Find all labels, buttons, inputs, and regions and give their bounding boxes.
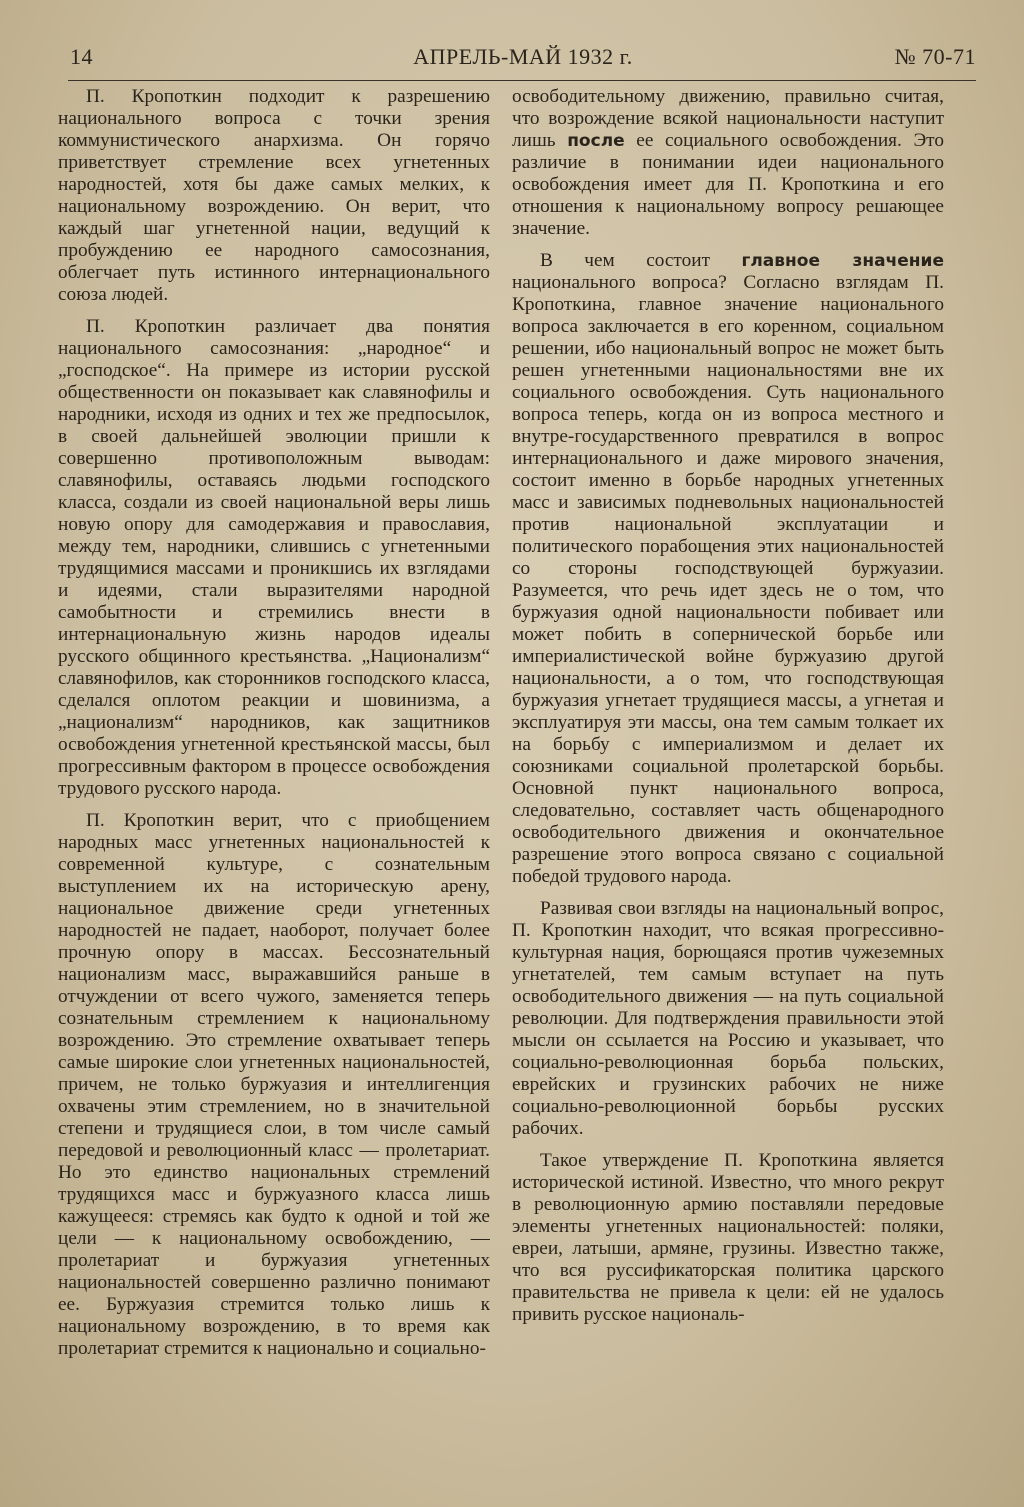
emphasis-text: главное значение (741, 251, 944, 271)
paragraph (512, 86, 944, 240)
paragraph: Такое утверждение П. Кропоткина является исторической истиной. Известно, что много рекрут в революционную армию поставляли передовые элементы угнетенных национальностей: поляки, евреи, латыши, армяне, грузины. Известно также, что вся руссификаторская политика царского правительства не привела к цели: ей не удалось привить русское националь- (512, 1150, 944, 1325)
issue-number: № 70-71 (894, 44, 976, 69)
page-header (70, 40, 976, 76)
paragraph: П. Кропоткин различает два понятия национального самосознания: „народное“ и „господское“. На примере из истории русской общественности он показывает как славянофилы и народники, исходя из одних и тех же предпосылок, в своей дальнейшей эволюции пришли к совершенно противоположным выводам: славянофилы, оставаясь людьми господского класса, создали из своей национальной веры лишь новую опору для самодержавия и православия, между тем, народники, слившись с угнетенными трудящимися массами и проникшись их взглядами и идеями, стали выразителями народной самобытности и стремились внести в интернациональную жизнь народов идеалы русского общинного крестьянства. „Национализм“ славянофилов, как сторонников господского класса, сделался оплотом реакции и шовинизма, а „национализм“ народников, как защитников освобождения угнетенной крестьянской массы, был прогрессивным фактором в процессе освобождения трудового русского народа. (58, 316, 490, 799)
paragraph: Развивая свои взгляды на национальный вопрос, П. Кропоткин находит, что всякая прогрессивно-культурная нация, борющаяся против чужеземных угнетателей, тем самым вступает на путь освободительного движения — на путь социальной революции. Для подтверждения правильности этой мысли он ссылается на Россию и указывает, что социально-революционная борьба польских, еврейских и грузинских рабочих не ниже социально-революционной борьбы русских рабочих. (512, 898, 944, 1139)
text-run: ее социального освобождения. Это различие в понимании идеи национального освобождения имеет для П. Кропоткина и его отношения к национальному вопросу решающее значение. (512, 130, 944, 239)
right-column (512, 86, 944, 1491)
emphasis-text: после (567, 131, 625, 151)
paragraph: П. Кропоткин верит, что с приобщением народных масс угнетенных национальностей к современной культуре, с сознательным выступлением их на историческую арену, национальное движение среди угнетенных народностей не падает, наоборот, получает более прочную опору в массах. Бессознательный национализм масс, выражавшийся раньше в отчуждении от всего чужого, заменяется теперь сознательным стремлением к национальному возрождению. Это стремление охватывает теперь самые широкие слои угнетенных национальностей, причем, не только буржуазия и интеллигенция охвачены этим стремлением, но в значительной степени и трудящиеся слои, в том числе самый передовой и революционный класс — пролетариат. Но это единство национальных стремлений трудящихся масс и буржуазного класса лишь кажущееся: стремясь как будто к одной и той же цели — к национальному освобождению, — пролетариат и буржуазия угнетенных национальностей совершенно различно понимают ее. Буржуазия стремится только лишь к национальному возрождению, в то время как пролетариат стремится к национально и социально- (58, 810, 490, 1359)
header-rule (68, 80, 976, 81)
text-run: национального вопроса? Согласно взглядам П. Кропоткина, главное значение национального вопроса заключается в его коренном, социальном решении, ибо национальный вопрос не может быть решен угнетенными национальностями вне их социального освобождения. Суть национального вопроса теперь, когда он из вопроса местного и внутре-государственного превратился в вопрос интернационального и даже мирового значения, состоит именно в борьбе народных угнетенных масс и зависимых подневольных национальностей против национальной эксплуатации и политического порабощения этих национальностей со стороны господствующей буржуазии. Разумеется, что речь идет здесь не о том, что буржуазия одной национальности побивает или может побить в сопернической борьбе или империалистической войне буржуазию другой национальности, а о том, что господствующая буржуазия угнетает трудящиеся массы, а угнетая и эксплуатируя эти массы, она тем самым толкает их на борьбу с империализмом и делает их союзниками социальной пролетарской борьбы. Основной пункт национального вопроса, следовательно, составляет часть общенародного освободительного движения и окончательное разрешение этого вопроса связано с социальной победой трудового народа. (512, 272, 944, 887)
page-number: 14 (70, 44, 93, 69)
text-run: освободительному движению, правильно считая, что возрождение всякой национальности наступит лишь (512, 86, 944, 151)
text-run: В чем состоит (540, 250, 710, 271)
paragraph (512, 250, 944, 888)
paragraph: П. Кропоткин подходит к разрешению национального вопроса с точки зрения коммунистического анархизма. Он горячо приветствует стремление всех угнетенных народностей, хотя бы даже самых мелких, к национальному возрождению. Он верит, что каждый шаг угнетенной нации, ведущий к пробуждению ее народного самосознания, облегчает путь истинного интернационального союза людей. (58, 86, 490, 305)
issue-date: АПРЕЛЬ-МАЙ 1932 г. (413, 44, 633, 69)
left-column (58, 86, 490, 1491)
